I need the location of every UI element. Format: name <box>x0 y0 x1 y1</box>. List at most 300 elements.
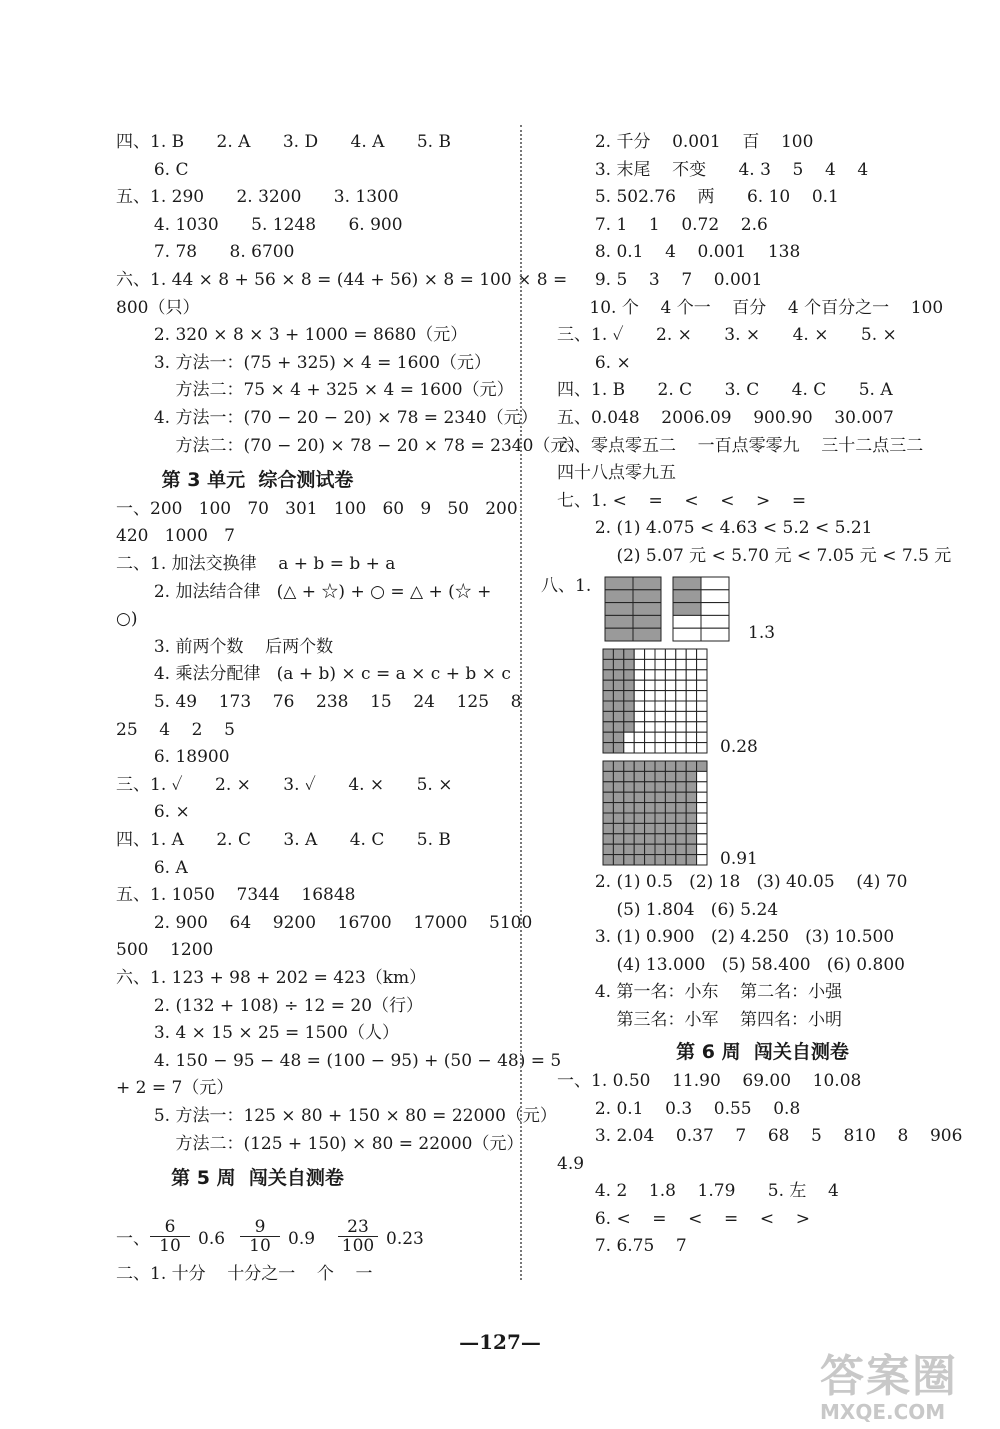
shaded-cell <box>603 823 613 833</box>
shaded-cell <box>624 691 634 701</box>
answer-line: 2. 加法结合律 (△ + ☆) + ○ = △ + (☆ + <box>116 581 492 602</box>
shaded-cell <box>645 844 655 854</box>
grid-cell <box>634 670 644 680</box>
shaded-cell <box>676 844 686 854</box>
grid-cell <box>697 771 707 781</box>
shaded-cell <box>645 761 655 771</box>
answer-line: 四、1. A 2. C 3. A 4. C 5. B <box>116 830 451 850</box>
decimal-value: 0.6 <box>198 1229 226 1249</box>
answer-line: 2. (1) 4.075 < 4.63 < 5.2 < 5.21 <box>557 518 873 539</box>
shaded-cell <box>645 855 655 865</box>
shaded-cell <box>605 628 633 641</box>
shaded-cell <box>603 711 613 721</box>
shaded-cell <box>603 813 613 823</box>
shaded-cell <box>686 792 696 802</box>
answer-line: 8. 0.1 4 0.001 138 <box>557 242 801 263</box>
answer-line: 4. 2 1.8 1.79 5. 左 4 <box>557 1181 839 1201</box>
shaded-cell <box>634 771 644 781</box>
shaded-cell <box>665 844 675 854</box>
watermark-logo <box>820 1340 990 1424</box>
shaded-cell <box>634 782 644 792</box>
shaded-cell <box>676 823 686 833</box>
shaded-cell <box>613 823 623 833</box>
fraction <box>150 1218 190 1255</box>
shaded-cell <box>655 771 665 781</box>
grid-cell <box>686 691 696 701</box>
shaded-cell <box>624 722 634 732</box>
shaded-cell <box>655 792 665 802</box>
grid-cell <box>686 680 696 690</box>
fraction-numerator: 23 <box>338 1218 378 1237</box>
grid-cell <box>665 722 675 732</box>
grid-cell <box>697 834 707 844</box>
grid-cell <box>686 670 696 680</box>
shaded-cell <box>603 855 613 865</box>
shaded-cell <box>613 771 623 781</box>
fraction <box>240 1218 280 1255</box>
fraction-denominator: 100 <box>341 1236 375 1256</box>
grid-cell <box>697 823 707 833</box>
shaded-cell <box>613 649 623 659</box>
grid-cell <box>697 792 707 802</box>
shaded-cell <box>605 590 633 603</box>
shaded-cell <box>624 771 634 781</box>
shaded-cell <box>634 792 644 802</box>
shaded-cell <box>634 803 644 813</box>
answer-line: 一、200 100 70 301 100 60 9 50 200 <box>116 498 518 519</box>
shaded-cell <box>603 701 613 711</box>
shaded-cell <box>686 844 696 854</box>
grid-cell <box>697 813 707 823</box>
shaded-cell <box>633 590 661 603</box>
shaded-cell <box>613 761 623 771</box>
grid-cell <box>701 615 729 628</box>
fraction-denominator: 10 <box>249 1236 271 1256</box>
grid-cell <box>645 670 655 680</box>
grid-cell <box>634 691 644 701</box>
grid-cell <box>645 659 655 669</box>
shaded-cell <box>665 771 675 781</box>
grid-cell <box>676 732 686 742</box>
answer-line: 5. 502.76 两 6. 10 0.1 <box>557 187 839 208</box>
answer-line: 3. 方法一：(75 + 325) × 4 = 1600（元） <box>116 352 492 373</box>
grid-cell <box>676 743 686 753</box>
grid-cell <box>673 615 701 628</box>
fraction-denominator: 10 <box>159 1236 181 1256</box>
shaded-cell <box>613 711 623 721</box>
answer-line: 四十八点零九五 <box>557 463 676 484</box>
answer-line: 五、1. 1050 7344 16848 <box>116 885 356 906</box>
answer-line: 方法二：(125 + 150) × 80 = 22000（元） <box>116 1133 524 1154</box>
shaded-cell <box>676 761 686 771</box>
grid-cell <box>697 803 707 813</box>
grid-cell <box>655 649 665 659</box>
shaded-cell <box>613 743 623 753</box>
grid-cell <box>645 743 655 753</box>
shaded-cell <box>624 680 634 690</box>
shaded-cell <box>665 813 675 823</box>
answer-line: 七、1. < = < < > = <box>557 490 807 511</box>
shaded-cell <box>624 670 634 680</box>
shaded-cell <box>673 590 701 603</box>
shaded-cell <box>603 782 613 792</box>
grid-cell <box>655 680 665 690</box>
shaded-cell <box>634 823 644 833</box>
answer-line: 3. 末尾 不变 4. 3 5 4 4 <box>557 159 869 180</box>
grid-cell <box>701 590 729 603</box>
grid-cell <box>697 722 707 732</box>
shaded-cell <box>605 615 633 628</box>
answer-line: 三、1. ✓ 2. × 3. ✓ 4. × 5. × <box>116 774 453 795</box>
grid-cell <box>645 691 655 701</box>
grid-cell <box>676 691 686 701</box>
grid-cell <box>665 743 675 753</box>
answer-line: 二、1. 加法交换律 a + b = b + a <box>116 554 396 574</box>
grid-cell <box>673 628 701 641</box>
grid-cell <box>655 701 665 711</box>
watermark-url: MXQE.COM <box>820 1400 946 1424</box>
answer-line: 4.9 <box>557 1153 585 1174</box>
answer-line: 7. 78 8. 6700 <box>116 242 295 263</box>
answer-line: (2) 5.07 元 < 5.70 元 < 7.05 元 < 7.5 元 <box>557 546 952 566</box>
answer-line: 6. < = < = < > <box>557 1208 810 1229</box>
shaded-cell <box>655 834 665 844</box>
grid-cell <box>686 659 696 669</box>
shaded-cell <box>633 615 661 628</box>
answer-line: 6. × <box>557 352 631 373</box>
shaded-cell <box>673 577 701 590</box>
shaded-cell <box>686 834 696 844</box>
grid-cell <box>634 722 644 732</box>
shaded-cell <box>624 823 634 833</box>
grid-cell <box>624 743 634 753</box>
shaded-cell <box>624 701 634 711</box>
shaded-cell <box>655 803 665 813</box>
answer-line: 3. 前两个数 后两个数 <box>116 636 334 657</box>
answer-line: 5. 方法一：125 × 80 + 150 × 80 = 22000（元） <box>116 1106 557 1126</box>
grid-cell <box>686 701 696 711</box>
answer-line: 9. 5 3 7 0.001 <box>557 270 763 290</box>
answer-line: ○) <box>116 609 138 630</box>
grid-cell <box>676 649 686 659</box>
answer-line: 10. 个 4 个一 百分 4 个百分之一 100 <box>557 297 944 318</box>
shaded-cell <box>634 813 644 823</box>
shaded-cell <box>686 771 696 781</box>
shaded-cell <box>633 577 661 590</box>
answer-line: 方法二：(70 − 20) × 78 − 20 × 78 = 2340（元） <box>116 435 585 456</box>
hundredths-grid-028 <box>602 648 708 754</box>
grid-cell <box>676 659 686 669</box>
answer-line: 2. (1) 0.5 (2) 18 (3) 40.05 (4) 70 <box>557 872 908 892</box>
grid-cell <box>655 659 665 669</box>
shaded-cell <box>613 834 623 844</box>
shaded-cell <box>603 691 613 701</box>
shaded-cell <box>676 771 686 781</box>
shaded-cell <box>613 701 623 711</box>
grid-cell <box>697 855 707 865</box>
figure-value-label: 0.28 <box>720 737 758 757</box>
shaded-cell <box>645 813 655 823</box>
shaded-cell <box>624 792 634 802</box>
shaded-cell <box>676 834 686 844</box>
shaded-cell <box>613 659 623 669</box>
answer-line: 六、零点零五二 一百点零零九 三十二点三二 <box>557 435 924 456</box>
answer-line: 7. 6.75 7 <box>557 1236 687 1256</box>
figure-value-label: 1.3 <box>748 623 776 643</box>
grid-cell <box>701 577 729 590</box>
shaded-cell <box>605 603 633 616</box>
grid-cell <box>676 670 686 680</box>
grid-cell <box>634 711 644 721</box>
shaded-cell <box>603 670 613 680</box>
answer-line: 2. 0.1 0.3 0.55 0.8 <box>557 1098 801 1119</box>
grid-cell <box>645 711 655 721</box>
answer-line: 2. (132 + 108) ÷ 12 = 20（行） <box>116 995 424 1016</box>
answer-line: 4. 第一名：小东 第二名：小强 <box>557 982 843 1002</box>
shaded-cell <box>624 834 634 844</box>
watermark-text: 答案圈 <box>820 1351 958 1402</box>
shaded-cell <box>655 823 665 833</box>
grid-cell <box>645 732 655 742</box>
grid-cell <box>655 743 665 753</box>
answer-line: 6. A <box>116 857 188 878</box>
decimal-value: 0.9 <box>288 1229 316 1249</box>
shaded-cell <box>613 803 623 813</box>
answer-line: 三、1. ✓ 2. × 3. × 4. × 5. × <box>557 325 897 346</box>
shaded-cell <box>603 743 613 753</box>
answer-line: 5. 49 173 76 238 15 24 125 8 <box>116 692 522 712</box>
answer-line: + 2 = 7（元） <box>116 1078 234 1099</box>
section-heading: 第 3 单元 综合测试卷 <box>161 469 354 492</box>
answer-line: 五、0.048 2006.09 900.90 30.007 <box>557 408 894 428</box>
grid-cell <box>701 628 729 641</box>
shaded-cell <box>645 803 655 813</box>
answer-line: 四、1. B 2. C 3. C 4. C 5. A <box>557 380 893 401</box>
grid-cell <box>697 649 707 659</box>
answer-line: 2. 320 × 8 × 3 + 1000 = 8680（元） <box>116 325 468 346</box>
shaded-cell <box>624 813 634 823</box>
grid-cell <box>665 680 675 690</box>
shaded-cell <box>603 649 613 659</box>
grid-cell <box>676 711 686 721</box>
grid-cell <box>655 670 665 680</box>
answer-line: 方法二：75 × 4 + 325 × 4 = 1600（元） <box>116 380 514 401</box>
shaded-cell <box>613 782 623 792</box>
grid-cell <box>665 649 675 659</box>
shaded-cell <box>645 782 655 792</box>
hundredths-grid-091 <box>602 760 708 866</box>
shaded-cell <box>665 834 675 844</box>
grid-cell <box>645 649 655 659</box>
fraction-line-prefix: 一、 <box>116 1229 150 1249</box>
shaded-cell <box>613 670 623 680</box>
grid-cell <box>665 732 675 742</box>
grid-cell <box>676 680 686 690</box>
shaded-cell <box>603 659 613 669</box>
figure-value-label: 0.91 <box>720 849 758 869</box>
shaded-cell <box>613 792 623 802</box>
grid-cell <box>697 732 707 742</box>
shaded-cell <box>613 691 623 701</box>
shaded-cell <box>697 761 707 771</box>
shaded-cell <box>624 844 634 854</box>
shaded-cell <box>673 603 701 616</box>
grid-cell <box>697 844 707 854</box>
shaded-cell <box>686 761 696 771</box>
shaded-cell <box>676 855 686 865</box>
page-number: —127— <box>459 1330 541 1354</box>
shaded-cell <box>645 823 655 833</box>
shaded-cell <box>613 680 623 690</box>
shaded-cell <box>624 649 634 659</box>
shaded-cell <box>665 803 675 813</box>
shaded-cell <box>603 834 613 844</box>
column-divider <box>520 125 522 1280</box>
grid-cell <box>686 743 696 753</box>
shaded-cell <box>676 813 686 823</box>
shaded-cell <box>603 792 613 802</box>
answer-line: 六、1. 123 + 98 + 202 = 423（km） <box>116 968 427 988</box>
shaded-cell <box>603 761 613 771</box>
grid-cell <box>665 659 675 669</box>
shaded-cell <box>603 771 613 781</box>
shaded-cell <box>634 834 644 844</box>
grid-cell <box>634 732 644 742</box>
answer-line: 2. 千分 0.001 百 100 <box>557 132 814 152</box>
fraction-numerator: 9 <box>240 1218 280 1237</box>
shaded-cell <box>676 803 686 813</box>
grid-cell <box>665 711 675 721</box>
shaded-cell <box>633 603 661 616</box>
shaded-cell <box>665 792 675 802</box>
shaded-cell <box>686 782 696 792</box>
grid-cell <box>686 711 696 721</box>
answer-line: 6. × <box>116 802 190 823</box>
grid-cell <box>655 732 665 742</box>
tenths-grid-whole <box>604 576 662 642</box>
shaded-cell <box>655 855 665 865</box>
grid-cell <box>634 659 644 669</box>
shaded-cell <box>624 803 634 813</box>
answer-line: 二、1. 十分 十分之一 个 一 <box>116 1264 373 1284</box>
shaded-cell <box>686 855 696 865</box>
shaded-cell <box>624 761 634 771</box>
fraction <box>338 1218 378 1255</box>
grid-cell <box>645 722 655 732</box>
grid-cell <box>634 743 644 753</box>
shaded-cell <box>665 761 675 771</box>
answer-line: 四、1. B 2. A 3. D 4. A 5. B <box>116 132 451 152</box>
grid-cell <box>665 670 675 680</box>
grid-cell <box>701 603 729 616</box>
answer-line: 4. 乘法分配律 (a + b) × c = a × c + b × c <box>116 664 511 685</box>
shaded-cell <box>613 855 623 865</box>
answer-line: 25 4 2 5 <box>116 719 235 740</box>
grid-cell <box>697 691 707 701</box>
shaded-cell <box>676 792 686 802</box>
shaded-cell <box>624 782 634 792</box>
grid-cell <box>665 701 675 711</box>
fraction-numerator: 6 <box>150 1218 190 1237</box>
answer-line: 420 1000 7 <box>116 526 235 547</box>
answer-line: 2. 900 64 9200 16700 17000 5100 <box>116 912 533 933</box>
grid-cell <box>676 722 686 732</box>
shaded-cell <box>613 722 623 732</box>
answer-line: 4. 方法一：(70 − 20 − 20) × 78 = 2340（元） <box>116 408 538 428</box>
shaded-cell <box>613 732 623 742</box>
shaded-cell <box>603 803 613 813</box>
decimal-value: 0.23 <box>386 1229 424 1249</box>
grid-cell <box>686 722 696 732</box>
grid-cell <box>697 711 707 721</box>
grid-cell <box>624 732 634 742</box>
shaded-cell <box>605 577 633 590</box>
grid-cell <box>697 743 707 753</box>
shaded-cell <box>686 813 696 823</box>
answer-line: 500 1200 <box>116 940 214 961</box>
answer-line: 第三名：小军 第四名：小明 <box>557 1009 843 1030</box>
grid-cell <box>676 701 686 711</box>
grid-cell <box>634 680 644 690</box>
shaded-cell <box>655 813 665 823</box>
grid-cell <box>655 722 665 732</box>
answer-line: (4) 13.000 (5) 58.400 (6) 0.800 <box>557 954 905 975</box>
answer-line: 五、1. 290 2. 3200 3. 1300 <box>116 187 399 208</box>
grid-cell <box>686 649 696 659</box>
answer-line: (5) 1.804 (6) 5.24 <box>557 899 779 920</box>
shaded-cell <box>603 844 613 854</box>
grid-cell <box>655 691 665 701</box>
answer-line: 4. 150 − 95 − 48 = (100 − 95) + (50 − 48) = 5 <box>116 1050 562 1071</box>
grid-cell <box>665 691 675 701</box>
shaded-cell <box>624 659 634 669</box>
grid-cell <box>634 649 644 659</box>
shaded-cell <box>655 782 665 792</box>
tenths-grid-part <box>672 576 730 642</box>
grid-cell <box>697 659 707 669</box>
shaded-cell <box>665 855 675 865</box>
shaded-cell <box>676 782 686 792</box>
grid-cell <box>634 701 644 711</box>
answer-line: 7. 1 1 0.72 2.6 <box>557 214 768 235</box>
shaded-cell <box>686 823 696 833</box>
grid-cell <box>697 670 707 680</box>
answer-line: 3. 2.04 0.37 7 68 5 810 8 906 <box>557 1126 963 1146</box>
shaded-cell <box>634 761 644 771</box>
section-heading: 第 6 周 闯关自测卷 <box>676 1041 849 1063</box>
shaded-cell <box>624 711 634 721</box>
answer-line: 六、1. 44 × 8 + 56 × 8 = (44 + 56) × 8 = 100 × 8 = <box>116 270 568 290</box>
grid-cell <box>697 782 707 792</box>
shaded-cell <box>686 803 696 813</box>
grid-cell <box>697 680 707 690</box>
shaded-cell <box>613 844 623 854</box>
figure-heading: 八、1. <box>541 576 592 596</box>
shaded-cell <box>603 722 613 732</box>
shaded-cell <box>624 855 634 865</box>
shaded-cell <box>645 834 655 844</box>
answer-line: 4. 1030 5. 1248 6. 900 <box>116 214 403 235</box>
shaded-cell <box>633 628 661 641</box>
answer-line: 800（只） <box>116 297 200 318</box>
shaded-cell <box>634 855 644 865</box>
shaded-cell <box>634 844 644 854</box>
shaded-cell <box>613 813 623 823</box>
shaded-cell <box>665 823 675 833</box>
grid-cell <box>697 701 707 711</box>
section-heading: 第 5 周 闯关自测卷 <box>171 1167 344 1190</box>
grid-cell <box>645 701 655 711</box>
